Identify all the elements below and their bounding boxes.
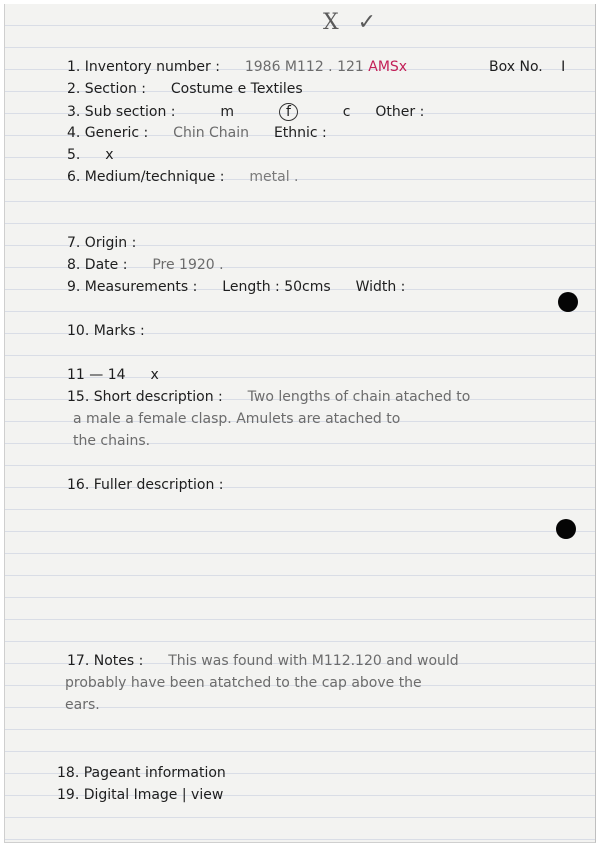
field-date: [67, 257, 581, 277]
box-label: Box No.: [489, 59, 543, 75]
option-other: Other :: [375, 104, 425, 120]
catalogue-form-page: [4, 4, 596, 843]
field-fuller-description: [67, 477, 581, 497]
field-origin: [67, 235, 581, 255]
field-value: Chin Chain: [173, 125, 250, 141]
field-value: Pre 1920 .: [152, 257, 224, 273]
field-label: 6. Medium/technique :: [67, 169, 225, 185]
option-c: c: [342, 104, 351, 120]
struck-annotation: AMSx: [368, 59, 408, 75]
field-label: 9. Measurements :: [67, 279, 198, 295]
field-label: 2. Section :: [67, 81, 146, 97]
field-value: x: [150, 367, 159, 383]
field-generic: [67, 125, 581, 145]
notes-line-2: [65, 675, 581, 695]
box-number: [489, 59, 565, 75]
field-label: 3. Sub section :: [67, 104, 176, 120]
field-value: This was found with M112.120 and would: [168, 653, 459, 669]
field-value: the chains.: [73, 433, 151, 449]
field-pageant-information: [57, 765, 581, 785]
field-width-label: Width :: [355, 279, 406, 295]
field-value: ears.: [65, 697, 100, 713]
field-value: 1986 M112 . 121: [244, 59, 364, 75]
field-value: Costume e Textiles: [170, 81, 303, 97]
field-label: 7. Origin :: [67, 235, 137, 251]
field-label: 17. Notes :: [67, 653, 144, 669]
field-value: metal .: [249, 169, 299, 185]
field-label: 1. Inventory number :: [67, 59, 220, 75]
field-label: 16. Fuller description :: [67, 477, 224, 493]
punch-hole: [556, 519, 576, 539]
field-digital-image: [57, 787, 581, 807]
field-label: 5.: [67, 147, 81, 163]
field-medium-technique: [67, 169, 581, 189]
field-label: 11 — 14: [67, 367, 126, 383]
field-label: 4. Generic :: [67, 125, 149, 141]
field-section: [67, 81, 581, 101]
field-measurements: [67, 279, 581, 299]
field-short-description: [67, 389, 581, 409]
field-label: 10. Marks :: [67, 323, 145, 339]
field-sub-section: [67, 103, 581, 123]
field-11-14: [67, 367, 581, 387]
field-marks: [67, 323, 581, 343]
field-value: Two lengths of chain atached to: [247, 389, 471, 405]
field-label: 15. Short description :: [67, 389, 223, 405]
field-value: probably have been atatched to the cap above the: [65, 675, 422, 691]
notes-line-3: [65, 697, 581, 717]
field-5: [67, 147, 581, 167]
short-description-line-3: [73, 433, 581, 453]
field-value: x: [105, 147, 114, 163]
option-f-circled: f: [279, 103, 298, 121]
field-value: a male a female clasp. Amulets are atached to: [73, 411, 401, 427]
top-check-mark: X ✓: [323, 10, 383, 35]
short-description-line-2: [73, 411, 581, 431]
option-m: m: [220, 104, 235, 120]
field-label: 8. Date :: [67, 257, 128, 273]
field-label: 19. Digital Image | view: [57, 787, 224, 803]
punch-hole: [558, 292, 578, 312]
field-label: 18. Pageant information: [57, 765, 226, 781]
field-ethnic-label: Ethnic :: [273, 125, 327, 141]
box-value: I: [561, 59, 566, 75]
field-notes: [67, 653, 581, 673]
field-value: Length : 50cms: [222, 279, 331, 295]
